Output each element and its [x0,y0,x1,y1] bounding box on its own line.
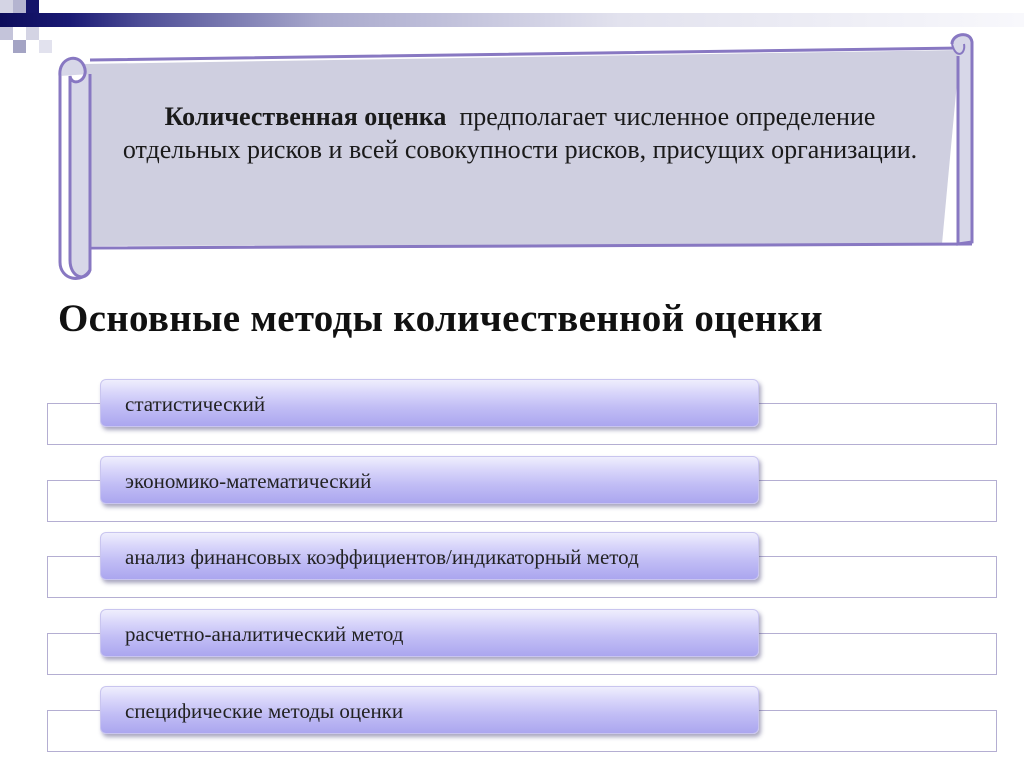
method-label: специфические методы оценки [100,686,759,734]
method-label: расчетно-аналитический метод [100,609,759,657]
method-item [0,456,1024,528]
method-item [0,686,1024,758]
decor-square [13,0,26,13]
top-bar [0,13,1024,27]
page-heading: Основные методы количественной оценки [58,297,823,340]
decor-square [0,0,13,13]
method-item [0,609,1024,681]
method-item [0,379,1024,451]
method-label: статистический [100,379,759,427]
method-item [0,532,1024,604]
decor-square [39,40,52,53]
definition-text [120,100,920,166]
decor-square [0,27,13,40]
decor-square [26,0,39,13]
decor-square [26,27,39,40]
method-label: анализ финансовых коэффициентов/индикаторный метод [100,532,759,580]
decor-square [13,40,26,53]
definition-body: предполагает численное определение отдельных рисков и всей совокупности рисков, присущих организации. [122,102,918,164]
definition-term: Количественная оценка [164,102,447,131]
method-label: экономико-математический [100,456,759,504]
